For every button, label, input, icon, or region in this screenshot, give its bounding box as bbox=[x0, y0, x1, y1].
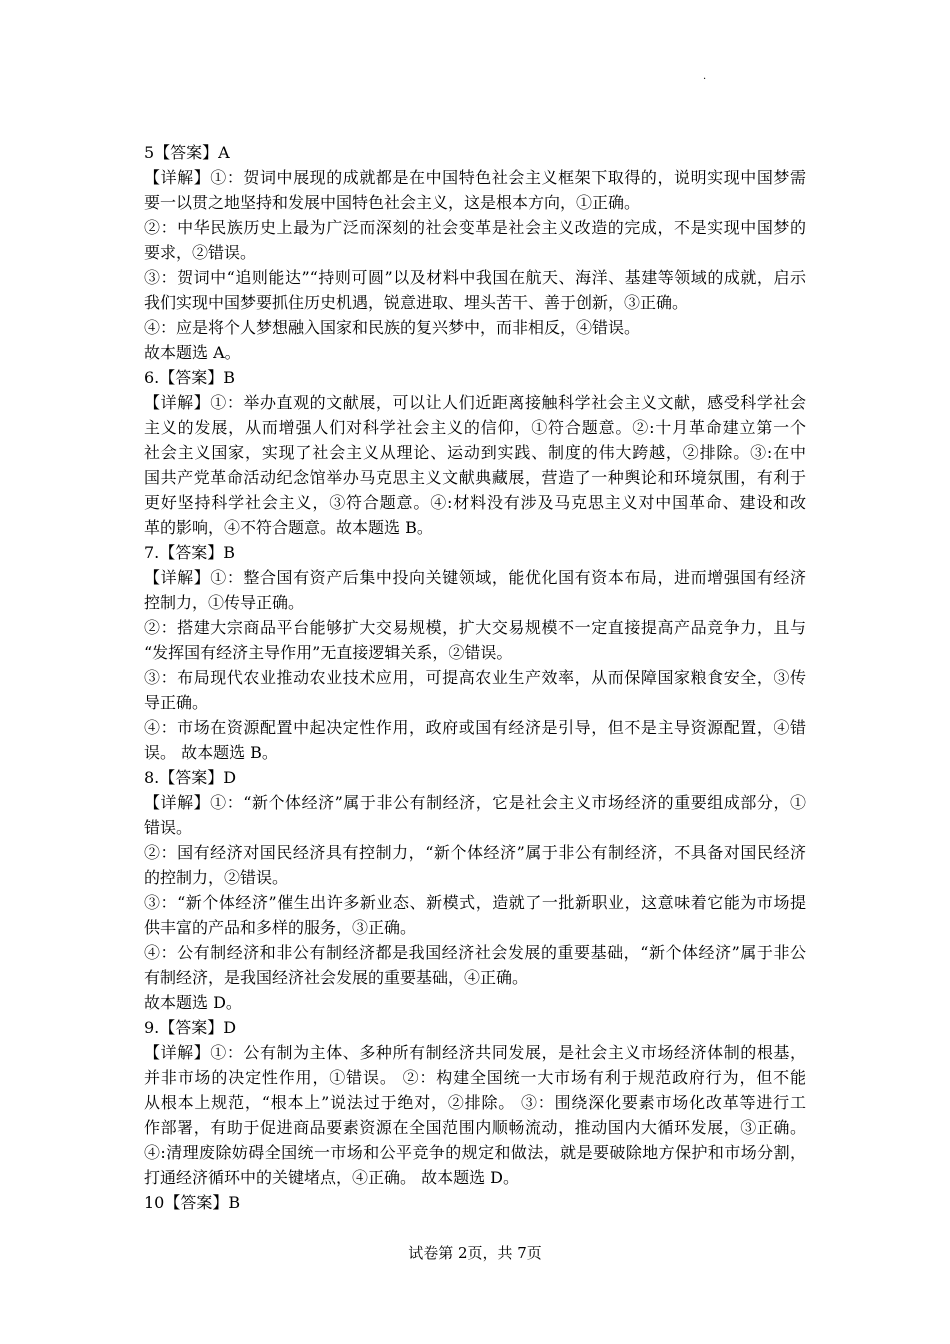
text-line: 故本题选 D。 bbox=[144, 993, 242, 1012]
text-line: 10【答案】B bbox=[144, 1193, 241, 1212]
text-line: 误。 故本题选 B。 bbox=[144, 743, 278, 762]
text-line: 我们实现中国梦要抓住历史机遇，锐意进取、埋头苦干、善于创新，③正确。 bbox=[144, 293, 689, 312]
text-line: 【详解】①：公有制为主体、多种所有制经济共同发展，是社会主义市场经济体制的根基， bbox=[144, 1043, 806, 1062]
text-line: 的控制力，②错误。 bbox=[144, 868, 289, 887]
text-line: 错误。 bbox=[144, 818, 193, 837]
text-line: 从根本上规范，“根本上”说法过于绝对，②排除。 ③：围绕深化要素市场化改革等进行工 bbox=[144, 1093, 806, 1112]
text-line: 国共产党革命活动纪念馆举办马克思主义文献典藏展，营造了一种舆论和环境氛围，有利于 bbox=[144, 468, 806, 487]
answer-explanations bbox=[144, 140, 806, 1215]
text-line: 8.【答案】D bbox=[144, 768, 237, 787]
text-line: 打通经济循环中的关键堵点，④正确。 故本题选 D。 bbox=[144, 1168, 520, 1187]
text-line: ③：“新个体经济”催生出许多新业态、新模式，造就了一批新职业，这意味着它能为市场提 bbox=[144, 893, 806, 912]
text-line: 革的影响，④不符合题意。故本题选 B。 bbox=[144, 518, 433, 537]
text-line: 社会主义国家，实现了社会主义从理论、运动到实践、制度的伟大跨越，②排除。③:在中 bbox=[144, 443, 806, 462]
text-line: 5【答案】A bbox=[144, 143, 230, 162]
page-footer: 试卷第 2页，共 7页 bbox=[408, 1244, 542, 1262]
text-line: 更好坚持科学社会主义，③符合题意。④:材料没有涉及马克思主义对中国革命、建设和改 bbox=[144, 493, 806, 512]
text-line: ④：应是将个人梦想融入国家和民族的复兴梦中，而非相反，④错误。 bbox=[144, 318, 641, 337]
text-line: 控制力，①传导正确。 bbox=[144, 593, 305, 612]
text-line: 要求，②错误。 bbox=[144, 243, 257, 262]
text-line: 7.【答案】B bbox=[144, 543, 236, 562]
text-line: “发挥国有经济主导作用”无直接逻辑关系，②错误。 bbox=[144, 643, 513, 662]
text-line: ④：公有制经济和非公有制经济都是我国经济社会发展的重要基础，“新个体经济”属于非公 bbox=[144, 943, 806, 962]
text-line: 供丰富的产品和多样的服务，③正确。 bbox=[144, 918, 417, 937]
text-line: 9.【答案】D bbox=[144, 1018, 237, 1037]
text-line: 【详解】①：整合国有资产后集中投向关键领域，能优化国有资本布局，进而增强国有经济 bbox=[144, 568, 806, 587]
text-line: ③：贺词中“追则能达”“持则可圆”以及材料中我国在航天、海洋、基建等领域的成就，启示 bbox=[144, 268, 806, 287]
text-line: 故本题选 A。 bbox=[144, 343, 241, 362]
text-line: 作部署，有助于促进商品要素资源在全国范围内顺畅流动，推动国内大循环发展，③正确。 bbox=[144, 1118, 806, 1137]
text-line: 导正确。 bbox=[144, 693, 209, 712]
text-line: ④:清理废除妨碍全国统一市场和公平竞争的规定和做法，就是要破除地方保护和市场分割， bbox=[144, 1143, 806, 1162]
text-line: 主义的发展，从而增强人们对科学社会主义的信仰，①符合题意。②:十月革命建立第一个 bbox=[144, 418, 806, 437]
text-line: ②：中华民族历史上最为广泛而深刻的社会变革是社会主义改造的完成，不是实现中国梦的 bbox=[144, 218, 806, 237]
header-mark: . bbox=[703, 71, 707, 82]
text-line: ②：搭建大宗商品平台能够扩大交易规模，扩大交易规模不一定直接提高产品竞争力，且与 bbox=[144, 618, 806, 637]
text-line: 【详解】①：“新个体经济”属于非公有制经济，它是社会主义市场经济的重要组成部分，① bbox=[144, 793, 806, 812]
text-line: 并非市场的决定性作用，①错误。 ②：构建全国统一大市场有利于规范政府行为，但不能 bbox=[144, 1068, 806, 1087]
text-line: 有制经济，是我国经济社会发展的重要基础，④正确。 bbox=[144, 968, 529, 987]
text-line: ②：国有经济对国民经济具有控制力，“新个体经济”属于非公有制经济，不具备对国民经济 bbox=[144, 843, 806, 862]
text-line: ④：市场在资源配置中起决定性作用，政府或国有经济是引导，但不是主导资源配置，④错 bbox=[144, 718, 806, 737]
text-line: 【详解】①：贺词中展现的成就都是在中国特色社会主义框架下取得的，说明实现中国梦需 bbox=[144, 168, 806, 187]
text-line: 6.【答案】B bbox=[144, 368, 236, 387]
text-line: ③：布局现代农业推动农业技术应用，可提高农业生产效率，从而保障国家粮食安全，③传 bbox=[144, 668, 806, 687]
text-line: 【详解】①：举办直观的文献展，可以让人们近距离接触科学社会主义文献，感受科学社会 bbox=[144, 393, 806, 412]
text-line: 要一以贯之地坚持和发展中国特色社会主义，这是根本方向，①正确。 bbox=[144, 193, 641, 212]
